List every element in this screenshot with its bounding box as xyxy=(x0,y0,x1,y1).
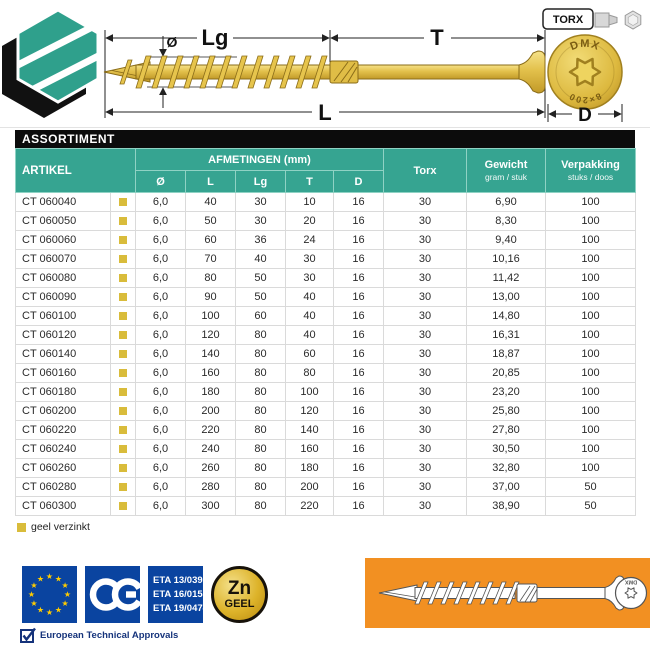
dim-d-cell: 16 xyxy=(334,307,384,326)
product-head-brand: DMX xyxy=(624,578,638,585)
column-header-diameter: Ø xyxy=(136,171,186,193)
dim-t-cell: 24 xyxy=(286,231,334,250)
torx-cell: 30 xyxy=(384,212,467,231)
head-size-text: 8×200 xyxy=(566,90,604,106)
dim-t-cell: 10 xyxy=(286,193,334,212)
dim-t-cell: 180 xyxy=(286,459,334,478)
gewicht-cell: 10,16 xyxy=(467,250,546,269)
dim-lg-cell: 60 xyxy=(236,307,286,326)
verpakking-cell: 100 xyxy=(546,402,636,421)
column-header-lg: Lg xyxy=(236,171,286,193)
swatch-cell xyxy=(111,440,136,459)
dim-lg-cell: 50 xyxy=(236,288,286,307)
verpakking-cell: 50 xyxy=(546,478,636,497)
color-swatch xyxy=(119,483,127,491)
artikel-cell: CT 060280 xyxy=(16,478,111,497)
dim-d-cell: 16 xyxy=(334,288,384,307)
dim-l-cell: 260 xyxy=(186,459,236,478)
table-row xyxy=(16,459,636,478)
swatch-cell xyxy=(111,288,136,307)
svg-text:★: ★ xyxy=(45,608,54,617)
dim-diameter-cell: 6,0 xyxy=(136,231,186,250)
dim-lg-cell: 80 xyxy=(236,478,286,497)
swatch-cell xyxy=(111,364,136,383)
dim-lg-cell: 30 xyxy=(236,212,286,231)
dim-t-cell: 40 xyxy=(286,326,334,345)
artikel-cell: CT 060050 xyxy=(16,212,111,231)
column-header-l: L xyxy=(186,171,236,193)
dim-diameter-cell: 6,0 xyxy=(136,402,186,421)
table-row xyxy=(16,345,636,364)
certification-badges xyxy=(22,566,268,623)
gewicht-cell: 38,90 xyxy=(467,497,546,516)
gewicht-cell: 11,42 xyxy=(467,269,546,288)
dim-l-cell: 50 xyxy=(186,212,236,231)
swatch-cell xyxy=(111,345,136,364)
table-row xyxy=(16,231,636,250)
dim-label-d: D xyxy=(578,105,592,126)
dim-diameter-cell: 6,0 xyxy=(136,497,186,516)
verpakking-cell: 100 xyxy=(546,288,636,307)
verpakking-cell: 50 xyxy=(546,497,636,516)
svg-text:★: ★ xyxy=(63,590,72,599)
gewicht-cell: 23,20 xyxy=(467,383,546,402)
dim-l-cell: 100 xyxy=(186,307,236,326)
checkbox-icon xyxy=(20,627,36,643)
artikel-cell: CT 060240 xyxy=(16,440,111,459)
svg-text:★: ★ xyxy=(45,572,54,581)
color-swatch xyxy=(119,464,127,472)
legend-swatch xyxy=(17,523,26,532)
table-row xyxy=(16,288,636,307)
dim-t-cell: 80 xyxy=(286,364,334,383)
dim-lg-cell: 80 xyxy=(236,364,286,383)
swatch-cell xyxy=(111,402,136,421)
svg-text:★: ★ xyxy=(30,581,38,590)
dim-lg-cell: 80 xyxy=(236,383,286,402)
gewicht-cell: 37,00 xyxy=(467,478,546,497)
dim-diameter-cell: 6,0 xyxy=(136,459,186,478)
table-row xyxy=(16,269,636,288)
table-row xyxy=(16,193,636,212)
gewicht-cell: 6,90 xyxy=(467,193,546,212)
gewicht-cell: 13,00 xyxy=(467,288,546,307)
column-header-torx: Torx xyxy=(384,149,467,193)
gewicht-label: Gewicht xyxy=(484,159,528,171)
color-swatch xyxy=(119,350,127,358)
torx-cell: 30 xyxy=(384,383,467,402)
verpakking-cell: 100 xyxy=(546,383,636,402)
dim-label-t: T xyxy=(430,25,444,50)
color-swatch xyxy=(119,369,127,377)
artikel-cell: CT 060100 xyxy=(16,307,111,326)
dim-t-cell: 30 xyxy=(286,269,334,288)
color-swatch xyxy=(119,407,127,415)
swatch-cell xyxy=(111,307,136,326)
dim-lg-cell: 80 xyxy=(236,326,286,345)
column-group-afmetingen: AFMETINGEN (mm) xyxy=(136,149,384,171)
dim-d-cell: 16 xyxy=(334,459,384,478)
artikel-cell: CT 060260 xyxy=(16,459,111,478)
torx-cell: 30 xyxy=(384,193,467,212)
color-legend xyxy=(17,521,90,533)
column-header-verpakking xyxy=(546,149,636,193)
eta-approvals-badge xyxy=(148,566,208,623)
swatch-cell xyxy=(111,193,136,212)
dim-t-cell: 140 xyxy=(286,421,334,440)
torx-cell: 30 xyxy=(384,231,467,250)
dim-diameter-cell: 6,0 xyxy=(136,421,186,440)
dim-label-diameter: Ø xyxy=(166,34,178,50)
verpakking-cell: 100 xyxy=(546,231,636,250)
column-header-t: T xyxy=(286,171,334,193)
verpakking-cell: 100 xyxy=(546,459,636,478)
eta-line: ETA 19/0474 xyxy=(153,603,208,614)
svg-text:★: ★ xyxy=(36,605,45,615)
dim-label-lg: Lg xyxy=(201,25,229,50)
dim-lg-cell: 80 xyxy=(236,497,286,516)
dim-t-cell: 20 xyxy=(286,212,334,231)
dim-lg-cell: 80 xyxy=(236,402,286,421)
dim-l-cell: 60 xyxy=(186,231,236,250)
svg-text:★: ★ xyxy=(61,581,69,590)
dim-d-cell: 16 xyxy=(334,497,384,516)
dim-d-cell: 16 xyxy=(334,421,384,440)
swatch-cell xyxy=(111,250,136,269)
dim-diameter-cell: 6,0 xyxy=(136,193,186,212)
dim-l-cell: 140 xyxy=(186,345,236,364)
dim-d-cell: 16 xyxy=(334,364,384,383)
gewicht-cell: 18,87 xyxy=(467,345,546,364)
verpakking-cell: 100 xyxy=(546,212,636,231)
dim-lg-cell: 40 xyxy=(236,250,286,269)
artikel-cell: CT 060120 xyxy=(16,326,111,345)
gewicht-cell: 25,80 xyxy=(467,402,546,421)
eu-flag-icon xyxy=(22,566,77,623)
dim-label-l: L xyxy=(318,100,332,125)
swatch-cell xyxy=(111,231,136,250)
dim-d-cell: 16 xyxy=(334,345,384,364)
dim-l-cell: 160 xyxy=(186,364,236,383)
dim-t-cell: 30 xyxy=(286,250,334,269)
dim-l-cell: 280 xyxy=(186,478,236,497)
swatch-cell xyxy=(111,421,136,440)
color-swatch xyxy=(119,274,127,282)
color-swatch xyxy=(119,445,127,453)
dim-l-cell: 80 xyxy=(186,269,236,288)
dim-diameter-cell: 6,0 xyxy=(136,250,186,269)
dim-diameter-cell: 6,0 xyxy=(136,364,186,383)
torx-cell: 30 xyxy=(384,402,467,421)
verpakking-cell: 100 xyxy=(546,364,636,383)
screw-head-top-view xyxy=(548,35,622,126)
torx-cell: 30 xyxy=(384,250,467,269)
verpakking-cell: 100 xyxy=(546,421,636,440)
dim-diameter-cell: 6,0 xyxy=(136,478,186,497)
torx-cell: 30 xyxy=(384,497,467,516)
table-row xyxy=(16,250,636,269)
gewicht-cell: 8,30 xyxy=(467,212,546,231)
color-swatch xyxy=(119,388,127,396)
table-row xyxy=(16,497,636,516)
torx-cell: 30 xyxy=(384,288,467,307)
verpakking-sublabel: stuks / doos xyxy=(567,172,614,182)
svg-text:★: ★ xyxy=(61,599,69,608)
torx-cell: 30 xyxy=(384,364,467,383)
gewicht-sublabel: gram / stuk xyxy=(484,172,528,182)
color-swatch xyxy=(119,426,127,434)
artikel-cell: CT 060090 xyxy=(16,288,111,307)
dim-l-cell: 240 xyxy=(186,440,236,459)
swatch-cell xyxy=(111,497,136,516)
table-row xyxy=(16,402,636,421)
color-swatch xyxy=(119,198,127,206)
dim-l-cell: 300 xyxy=(186,497,236,516)
dim-d-cell: 16 xyxy=(334,402,384,421)
artikel-cell: CT 060160 xyxy=(16,364,111,383)
svg-text:★: ★ xyxy=(54,605,63,615)
artikel-cell: CT 060200 xyxy=(16,402,111,421)
dim-diameter-cell: 6,0 xyxy=(136,345,186,364)
dim-t-cell: 40 xyxy=(286,307,334,326)
table-row xyxy=(16,440,636,459)
swatch-cell xyxy=(111,383,136,402)
dim-diameter-cell: 6,0 xyxy=(136,326,186,345)
color-swatch xyxy=(119,331,127,339)
svg-text:★: ★ xyxy=(27,590,36,599)
svg-text:★: ★ xyxy=(36,574,45,584)
dim-d-cell: 16 xyxy=(334,231,384,250)
artikel-cell: CT 060300 xyxy=(16,497,111,516)
brand-logo-hexagon xyxy=(2,10,110,118)
assortiment-table xyxy=(15,148,636,516)
geel-label: GEEL xyxy=(224,598,255,610)
table-row xyxy=(16,478,636,497)
swatch-cell xyxy=(111,478,136,497)
torx-cell: 30 xyxy=(384,478,467,497)
torx-cell: 30 xyxy=(384,440,467,459)
dim-l-cell: 70 xyxy=(186,250,236,269)
dim-d-cell: 16 xyxy=(334,383,384,402)
column-header-d: D xyxy=(334,171,384,193)
dim-d-cell: 16 xyxy=(334,326,384,345)
dim-diameter-cell: 6,0 xyxy=(136,383,186,402)
dim-lg-cell: 80 xyxy=(236,459,286,478)
artikel-cell: CT 060220 xyxy=(16,421,111,440)
ce-mark-icon xyxy=(85,566,140,623)
dim-lg-cell: 30 xyxy=(236,193,286,212)
torx-bit-label: TORX xyxy=(552,14,584,26)
swatch-cell xyxy=(111,212,136,231)
color-swatch xyxy=(119,217,127,225)
dim-l-cell: 90 xyxy=(186,288,236,307)
verpakking-cell: 100 xyxy=(546,326,636,345)
dim-diameter-cell: 6,0 xyxy=(136,288,186,307)
verpakking-cell: 100 xyxy=(546,440,636,459)
torx-cell: 30 xyxy=(384,421,467,440)
color-swatch xyxy=(119,236,127,244)
verpakking-cell: 100 xyxy=(546,269,636,288)
swatch-cell xyxy=(111,459,136,478)
dim-l-cell: 40 xyxy=(186,193,236,212)
gewicht-cell: 9,40 xyxy=(467,231,546,250)
color-swatch xyxy=(119,502,127,510)
dim-d-cell: 16 xyxy=(334,250,384,269)
gewicht-cell: 16,31 xyxy=(467,326,546,345)
legend-label: geel verzinkt xyxy=(31,521,90,533)
torx-cell: 30 xyxy=(384,345,467,364)
table-row xyxy=(16,421,636,440)
dim-lg-cell: 80 xyxy=(236,421,286,440)
technical-drawing-section xyxy=(0,0,650,128)
verpakking-label: Verpakking xyxy=(561,159,620,171)
table-row xyxy=(16,364,636,383)
table-row xyxy=(16,383,636,402)
verpakking-cell: 100 xyxy=(546,345,636,364)
verpakking-cell: 100 xyxy=(546,307,636,326)
head-brand-text: DMX xyxy=(568,37,602,54)
dim-t-cell: 100 xyxy=(286,383,334,402)
dim-l-cell: 120 xyxy=(186,326,236,345)
screw-diagram xyxy=(0,0,650,128)
dim-d-cell: 16 xyxy=(334,440,384,459)
artikel-cell: CT 060140 xyxy=(16,345,111,364)
gewicht-cell: 14,80 xyxy=(467,307,546,326)
dim-t-cell: 120 xyxy=(286,402,334,421)
gewicht-cell: 20,85 xyxy=(467,364,546,383)
assortiment-title-bar: ASSORTIMENT xyxy=(15,130,635,148)
dim-lg-cell: 50 xyxy=(236,269,286,288)
zinc-yellow-badge xyxy=(211,566,268,623)
gewicht-cell: 30,50 xyxy=(467,440,546,459)
column-header-artikel: ARTIKEL xyxy=(16,149,136,193)
dim-lg-cell: 36 xyxy=(236,231,286,250)
torx-cell: 30 xyxy=(384,326,467,345)
dim-d-cell: 16 xyxy=(334,212,384,231)
artikel-cell: CT 060070 xyxy=(16,250,111,269)
dim-diameter-cell: 6,0 xyxy=(136,269,186,288)
color-swatch xyxy=(119,293,127,301)
dim-t-cell: 60 xyxy=(286,345,334,364)
dim-d-cell: 16 xyxy=(334,269,384,288)
torx-bit-icon xyxy=(543,9,641,29)
table-row xyxy=(16,212,636,231)
dim-t-cell: 220 xyxy=(286,497,334,516)
dim-d-cell: 16 xyxy=(334,193,384,212)
dim-lg-cell: 80 xyxy=(236,440,286,459)
dim-l-cell: 200 xyxy=(186,402,236,421)
torx-cell: 30 xyxy=(384,459,467,478)
swatch-cell xyxy=(111,269,136,288)
column-header-gewicht xyxy=(467,149,546,193)
dim-lg-cell: 80 xyxy=(236,345,286,364)
dim-t-cell: 200 xyxy=(286,478,334,497)
gewicht-cell: 32,80 xyxy=(467,459,546,478)
approvals-text: European Technical Approvals xyxy=(40,629,179,641)
artikel-cell: CT 060180 xyxy=(16,383,111,402)
torx-cell: 30 xyxy=(384,307,467,326)
torx-cell: 30 xyxy=(384,269,467,288)
eta-line: ETA 13/0393 xyxy=(153,575,208,586)
dim-t-cell: 40 xyxy=(286,288,334,307)
dim-diameter-cell: 6,0 xyxy=(136,212,186,231)
table-row xyxy=(16,307,636,326)
artikel-cell: CT 060080 xyxy=(16,269,111,288)
verpakking-cell: 100 xyxy=(546,193,636,212)
eta-approvals-note xyxy=(20,627,178,643)
table-row xyxy=(16,326,636,345)
svg-text:★: ★ xyxy=(30,599,38,608)
artikel-cell: CT 060040 xyxy=(16,193,111,212)
color-swatch xyxy=(119,312,127,320)
dim-diameter-cell: 6,0 xyxy=(136,440,186,459)
section-divider xyxy=(0,127,650,128)
gewicht-cell: 27,80 xyxy=(467,421,546,440)
verpakking-cell: 100 xyxy=(546,250,636,269)
artikel-cell: CT 060060 xyxy=(16,231,111,250)
dim-l-cell: 220 xyxy=(186,421,236,440)
eta-line: ETA 16/0156 xyxy=(153,589,208,600)
dim-diameter-cell: 6,0 xyxy=(136,307,186,326)
product-screw-outline xyxy=(365,558,650,628)
color-swatch xyxy=(119,255,127,263)
dim-t-cell: 160 xyxy=(286,440,334,459)
dim-d-cell: 16 xyxy=(334,478,384,497)
zn-label: Zn xyxy=(227,578,252,599)
dim-l-cell: 180 xyxy=(186,383,236,402)
swatch-cell xyxy=(111,326,136,345)
assortiment-tbody xyxy=(16,193,636,516)
svg-text:★: ★ xyxy=(54,574,63,584)
product-illustration-box xyxy=(365,558,650,628)
